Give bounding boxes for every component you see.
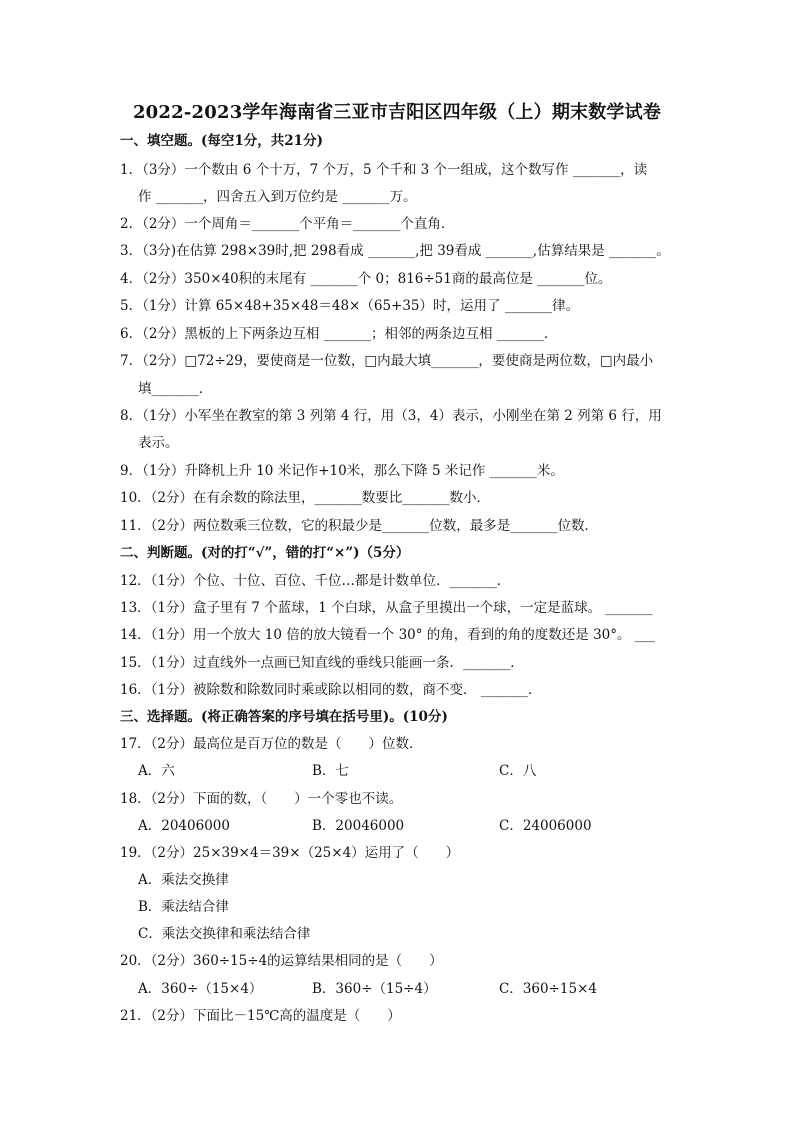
question-19-option-c: C．乘法交换律和乘法结合律 <box>138 926 311 942</box>
exam-title: 2022-2023学年海南省三亚市吉阳区四年级（上）期末数学试卷 <box>132 102 662 123</box>
option-c: C．八 <box>499 763 537 779</box>
question-6: 6．（2分）黑板的上下两条边互相 _______；相邻的两条边互相 _______． <box>120 326 558 342</box>
question-8-line-1: 8．（1分）小军坐在教室的第 3 列第 4 行，用（3，4）表示，小刚坐在第 2 列第 6 行，用 <box>120 408 662 424</box>
question-1-line-1: 1．（3分）一个数由 6 个十万，7 个万，5 个千和 3 个一组成，这个数写作 _______，读 <box>120 162 648 178</box>
option-b: B．360÷（15÷4） <box>312 981 437 997</box>
section-multiple-choice: 三、选择题。(将正确答案的序号填在括号里)。(10分) <box>120 709 448 725</box>
question-3: 3．（3分)在估算 298×39时,把 298看成 _______,把 39看成 _______,估算结果是 _______。 <box>120 243 670 259</box>
question-21: 21．（2分）下面比－15℃高的温度是（ ） <box>120 1008 401 1024</box>
question-4: 4．（2分）350×40积的末尾有 _______个 0；816÷51商的最高位是 _______位。 <box>120 271 612 287</box>
question-18: 18．（2分）下面的数，（ ）一个零也不读。 <box>120 791 403 807</box>
question-7-line-2: 填_______． <box>138 381 213 397</box>
question-7-line-1: 7．（2分）□72÷29，要使商是一位数，□内最大填_______，要使商是两位数，□内最小 <box>120 353 654 369</box>
question-9: 9．（1分）升降机上升 10 米记作+10米，那么下降 5 米记作 _______米。 <box>120 463 564 479</box>
question-11: 11．（2分）两位数乘三位数，它的积最少是_______位数，最多是_______位数． <box>120 518 599 534</box>
question-10: 10．（2分）在有余数的除法里，_______数要比_______数小． <box>120 490 491 506</box>
option-a: A．20406000 <box>138 818 230 834</box>
option-c: C．24006000 <box>499 818 592 834</box>
option-a: A．六 <box>138 763 175 779</box>
question-1-line-2: 作 _______，四舍五入到万位约是 _______万。 <box>138 189 417 205</box>
option-b: B．七 <box>312 763 349 779</box>
option-a: A．360÷（15×4） <box>138 981 263 997</box>
question-14: 14．（1分）用一个放大 10 倍的放大镜看一个 30° 的角，看到的角的度数还是 30°。 ___ <box>120 627 656 643</box>
question-13: 13．（1分）盒子里有 7 个蓝球，1 个白球，从盒子里摸出一个球，一定是蓝球。 _______ <box>120 600 653 616</box>
option-b: B．20046000 <box>312 818 405 834</box>
question-19-option-a: A．乘法交换律 <box>138 872 229 888</box>
question-17: 17．（2分）最高位是百万位的数是（ ）位数． <box>120 736 423 752</box>
section-fill-blank: 一、填空题。(每空1分，共21分) <box>120 133 323 149</box>
question-15: 15．（1分）过直线外一点画已知直线的垂线只能画一条．_______． <box>120 655 524 671</box>
question-8-line-2: 表示。 <box>138 435 179 451</box>
option-c: C．360÷15×4 <box>499 981 597 997</box>
question-16: 16．（1分）被除数和除数同时乘或除以相同的数，商不变． _______． <box>120 682 542 698</box>
question-19: 19．（2分）25×39×4＝39×（25×4）运用了（ ） <box>120 845 460 861</box>
question-5: 5．（1分）计算 65×48+35×48＝48×（65+35）时，运用了 _______律。 <box>120 298 580 314</box>
section-true-false: 二、判断题。(对的打“√”，错的打“×”)（5分） <box>120 545 410 561</box>
question-12: 12．（1分）个位、十位、百位、千位…都是计数单位．_______． <box>120 573 511 589</box>
question-2: 2．（2分）一个周角＝_______个平角＝_______个直角． <box>120 216 455 232</box>
question-19-option-b: B．乘法结合律 <box>138 899 229 915</box>
question-20: 20．（2分）360÷15÷4的运算结果相同的是（ ） <box>120 953 443 969</box>
